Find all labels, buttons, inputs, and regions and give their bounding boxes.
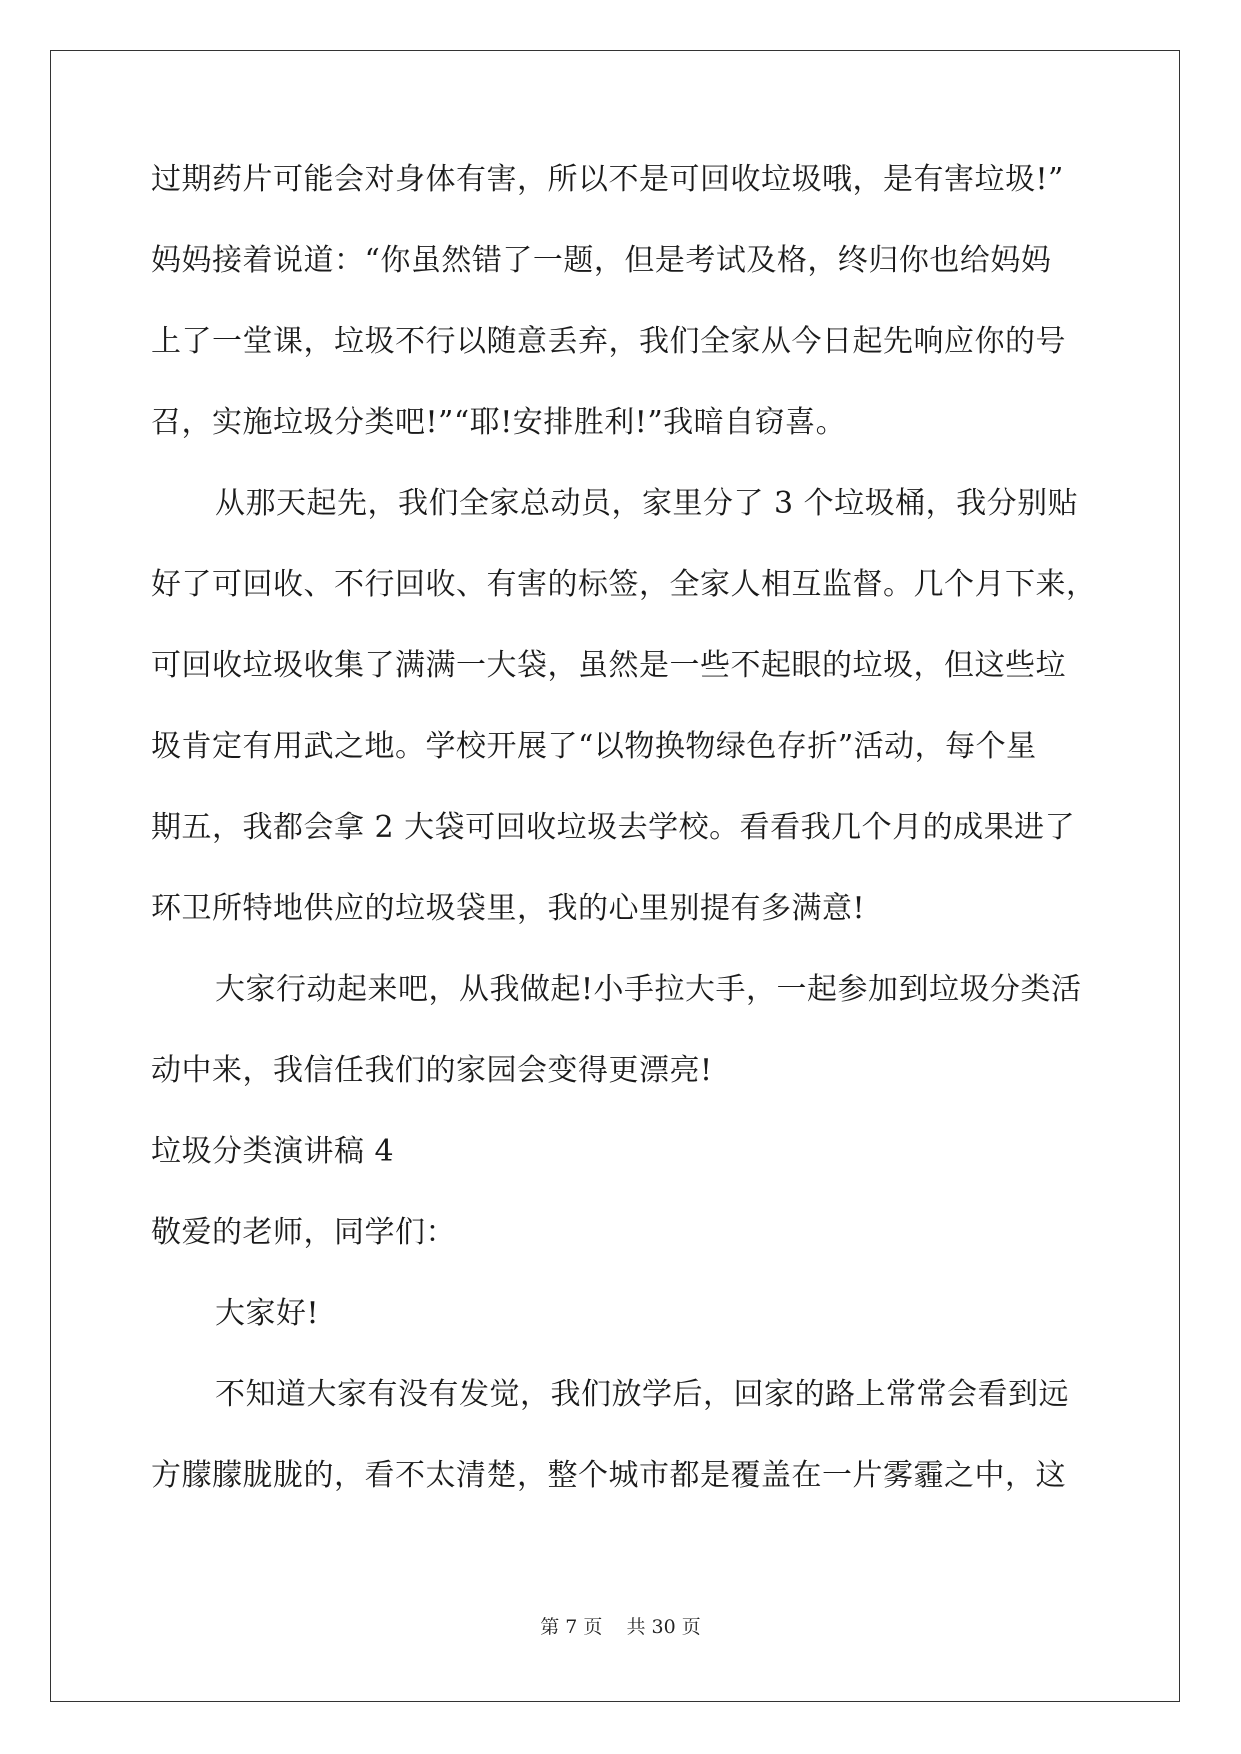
text-line: 不知道大家有没有发觉，我们放学后，回家的路上常常会看到远 bbox=[215, 1377, 1069, 1412]
text-line: 期五，我都会拿 2 大袋可回收垃圾去学校。看看我几个月的成果进了 bbox=[151, 810, 1076, 845]
text-line: 圾肯定有用武之地。学校开展了“以物换物绿色存折”活动，每个星 bbox=[151, 729, 1037, 764]
greeting: 大家好! bbox=[215, 1296, 320, 1331]
page-number: 第 7 页 bbox=[540, 1616, 603, 1638]
section-heading: 垃圾分类演讲稿 4 bbox=[151, 1134, 395, 1169]
text-line: 可回收垃圾收集了满满一大袋，虽然是一些不起眼的垃圾，但这些垃 bbox=[151, 648, 1066, 683]
page-total: 共 30 页 bbox=[626, 1616, 701, 1638]
text-line: 从那天起先，我们全家总动员，家里分了 3 个垃圾桶，我分别贴 bbox=[215, 486, 1079, 521]
page-footer bbox=[0, 1612, 1241, 1639]
text-line: 好了可回收、不行回收、有害的标签，全家人相互监督。几个月下来， bbox=[151, 567, 1097, 602]
text-line: 妈妈接着说道：“你虽然错了一题，但是考试及格，终归你也给妈妈 bbox=[151, 243, 1052, 278]
text-line: 大家行动起来吧，从我做起!小手拉大手，一起参加到垃圾分类活 bbox=[215, 972, 1082, 1007]
text-line: 上了一堂课，垃圾不行以随意丢弃，我们全家从今日起先响应你的号 bbox=[151, 324, 1066, 359]
text-line: 动中来，我信任我们的家园会变得更漂亮! bbox=[151, 1053, 713, 1088]
text-line: 环卫所特地供应的垃圾袋里，我的心里别提有多满意! bbox=[151, 891, 866, 926]
text-line: 方朦朦胧胧的，看不太清楚，整个城市都是覆盖在一片雾霾之中，这 bbox=[151, 1458, 1066, 1493]
text-line: 过期药片可能会对身体有害，所以不是可回收垃圾哦，是有害垃圾!” bbox=[151, 162, 1064, 197]
text-line: 召，实施垃圾分类吧!”“耶!安排胜利!”我暗自窃喜。 bbox=[151, 405, 847, 440]
salutation: 敬爱的老师，同学们： bbox=[151, 1215, 456, 1250]
document-body bbox=[151, 160, 1097, 1537]
